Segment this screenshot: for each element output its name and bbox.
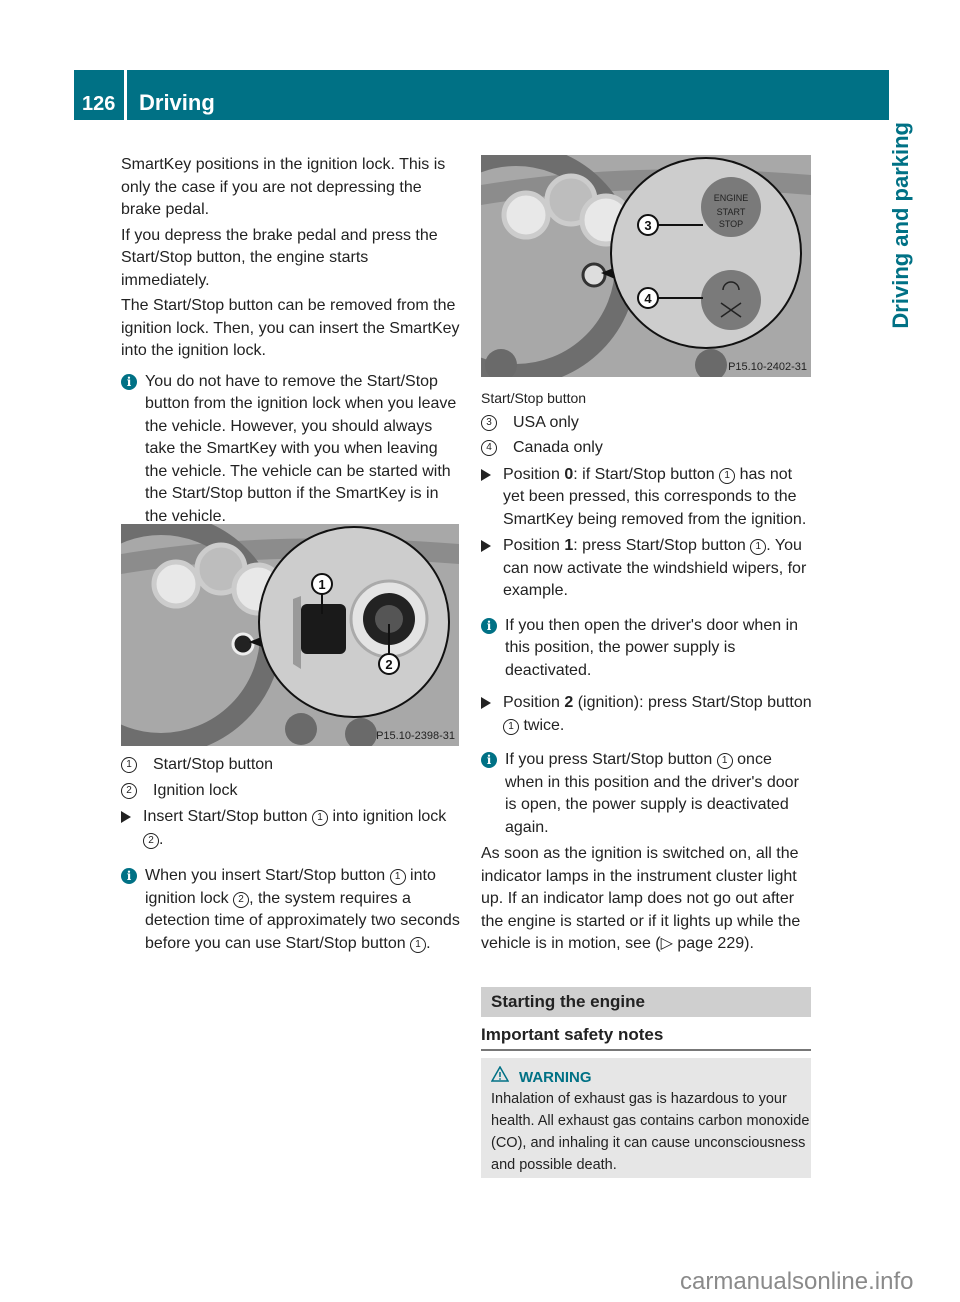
- instruction-step: Insert Start/Stop button 1 into ignition lock 2 .: [121, 806, 461, 851]
- side-tab-label: Driving and parking: [888, 122, 913, 329]
- svg-text:3: 3: [644, 218, 652, 233]
- info-note: i When you insert Start/Stop button 1 into ignition lock 2 , the system requires a detection time of approximately two seconds before you can use Start/Stop button 1 .: [121, 865, 461, 955]
- warning-title: WARNING: [491, 1066, 592, 1086]
- left-column-lower: [121, 752, 461, 958]
- side-tab: [890, 122, 928, 422]
- instruction-step: Position 0: if Start/Stop button 1 has not yet been pressed, this corresponds to the SmartKey being removed from the ignition.: [481, 464, 813, 532]
- warning-box: [481, 1058, 811, 1178]
- info-note: i If you then open the driver's door when in this position, the power supply is deactivated.: [481, 615, 813, 683]
- section-heading: Starting the engine: [481, 987, 811, 1017]
- legend-item: 2 Ignition lock: [121, 780, 461, 803]
- bullet-arrow-icon: [121, 811, 131, 823]
- info-icon: i: [481, 752, 497, 768]
- warning-triangle-icon: [491, 1066, 509, 1082]
- figure-code: P15.10-2402-31: [728, 361, 807, 373]
- legend-item: 4 Canada only: [481, 437, 813, 460]
- svg-text:STOP: STOP: [718, 219, 744, 229]
- dashboard-illustration: [121, 524, 459, 746]
- paragraph: If you depress the brake pedal and press the Start/Stop button, the engine starts immediately.: [121, 226, 438, 289]
- subsection-heading: Important safety notes: [481, 1025, 811, 1051]
- right-column: [481, 387, 813, 959]
- info-note: i If you press Start/Stop button 1 once when in this position and the driver's door is open, the power supply is deactivated again.: [481, 749, 813, 839]
- paragraph: The Start/Stop button can be removed from the ignition lock. Then, you can insert the SmartKey into the ignition lock.: [121, 297, 460, 359]
- bullet-arrow-icon: [481, 469, 491, 481]
- svg-text:ENGINE: ENGINE: [713, 193, 749, 203]
- instruction-step: Position 1: press Start/Stop button 1 . You can now activate the windshield wipers, for example.: [481, 535, 813, 603]
- warning-text: Inhalation of exhaust gas is hazardous to your health. All exhaust gas contains carbon monoxide (CO), and inhaling it can cause unconsciousness and possible death.: [491, 1091, 810, 1173]
- left-column: [121, 154, 461, 531]
- instruction-step: Position 2 (ignition): press Start/Stop button 1 twice.: [481, 692, 813, 737]
- info-note: i You do not have to remove the Start/Stop button from the ignition lock when you leave the vehicle. However, you should always take the SmartKey with you when leaving the vehicle. The vehicle can be started with the Start/Stop button if the SmartKey is in the vehicle.: [121, 371, 461, 529]
- figure-code: P15.10-2398-31: [376, 730, 455, 742]
- watermark: carmanualsonline.info: [680, 1268, 914, 1295]
- bullet-arrow-icon: [481, 540, 491, 552]
- figure-start-stop-button: [481, 155, 811, 377]
- svg-text:1: 1: [318, 577, 326, 592]
- legend-item: 3 USA only: [481, 412, 813, 435]
- svg-text:START: START: [716, 207, 746, 217]
- paragraph: SmartKey positions in the ignition lock. This is only the case if you are not depressing the brake pedal.: [121, 156, 446, 218]
- paragraph: As soon as the ignition is switched on, all the indicator lamps in the instrument cluster light up. If an indicator lamp does not go out after the engine is started or if it lights up while the vehicle is in motion, see (▷ page 229).: [481, 845, 801, 952]
- legend-item: 1 Start/Stop button: [121, 754, 461, 777]
- info-icon: i: [481, 618, 497, 634]
- figure-ignition-lock: [121, 524, 459, 746]
- page-number-box: [74, 70, 124, 120]
- chapter-title: Driving: [139, 90, 215, 115]
- svg-text:2: 2: [385, 657, 393, 672]
- info-icon: i: [121, 374, 137, 390]
- dashboard-illustration: [481, 155, 811, 377]
- svg-text:4: 4: [644, 291, 652, 306]
- page-number: 126: [82, 93, 116, 115]
- info-icon: i: [121, 868, 137, 884]
- bullet-arrow-icon: [481, 697, 491, 709]
- chapter-header: [127, 70, 889, 120]
- figure-caption: Start/Stop button: [481, 390, 587, 406]
